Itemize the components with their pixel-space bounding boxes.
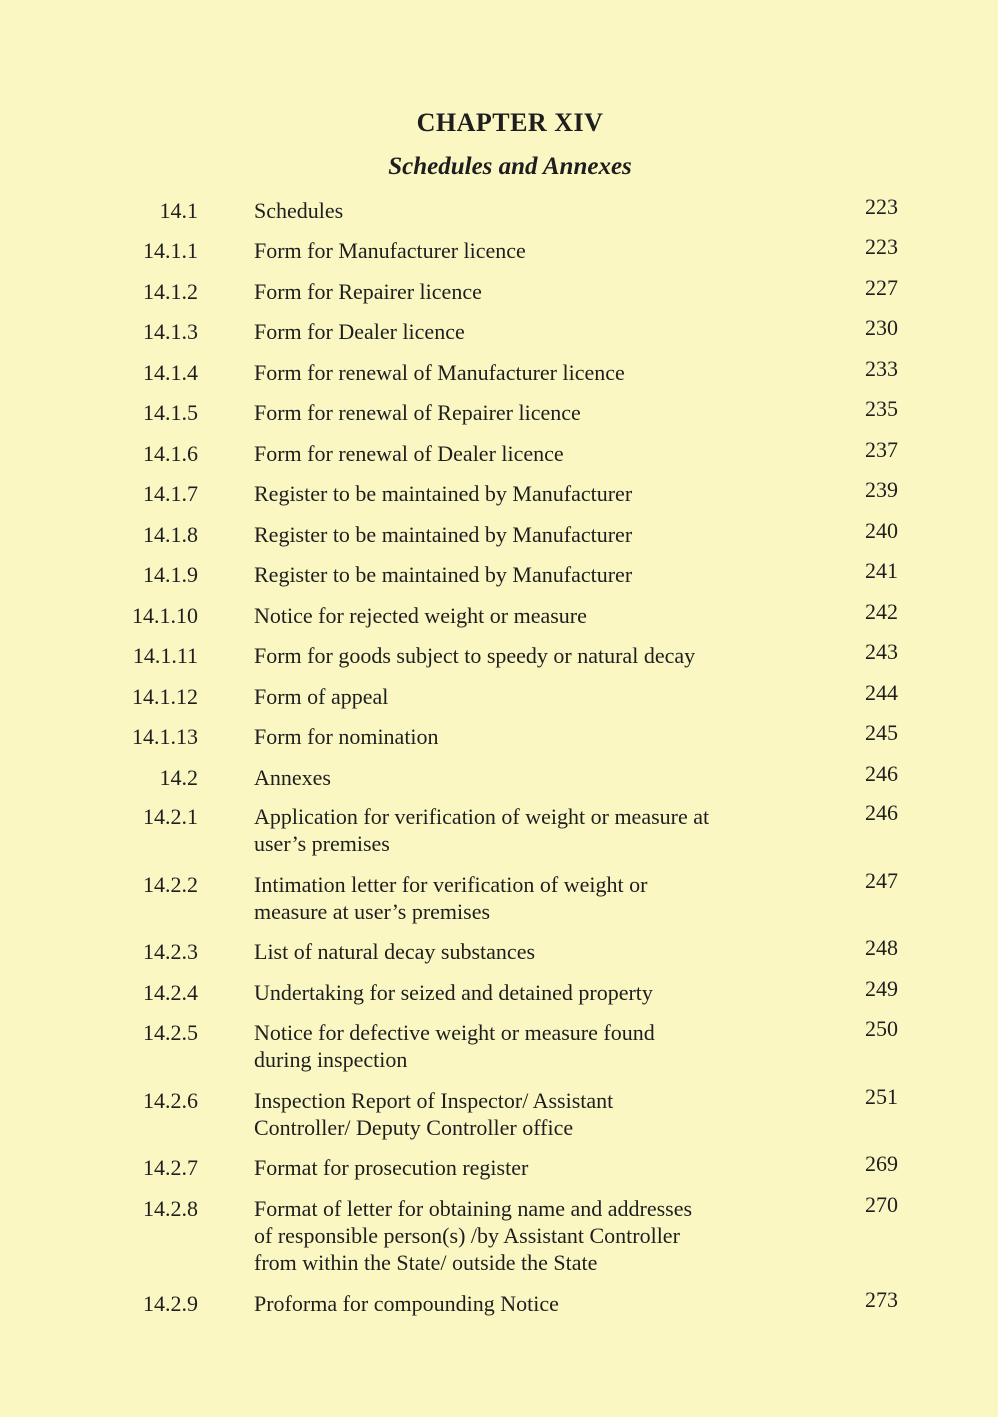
toc-entry-page: 269 bbox=[865, 1151, 898, 1176]
toc-entry-number: 14.2.3 bbox=[143, 939, 198, 964]
toc-entry-title bbox=[254, 521, 814, 548]
toc-entry-title-line: user’s premises bbox=[254, 831, 390, 856]
toc-entry-title-line: of responsible person(s) /by Assistant Controller bbox=[254, 1223, 680, 1248]
toc-entry-title bbox=[254, 642, 814, 669]
toc-entry-title bbox=[254, 359, 814, 386]
toc-entry-page: 223 bbox=[865, 234, 898, 259]
toc-entry-number: 14.2.7 bbox=[143, 1155, 198, 1180]
toc-entry-number: 14.2.1 bbox=[143, 804, 198, 829]
toc-entry-page: 233 bbox=[865, 356, 898, 381]
toc-entry-page: 240 bbox=[865, 518, 898, 543]
toc-entry-title-line: Application for verification of weight or measure at bbox=[254, 804, 710, 829]
toc-entry-number: 14.1.5 bbox=[143, 400, 198, 425]
toc-entry-title-line: Form for goods subject to speedy or natural decay bbox=[254, 643, 696, 668]
toc-entry-title-line: Register to be maintained by Manufacturer bbox=[254, 522, 633, 547]
toc-entry-page: 247 bbox=[865, 868, 898, 893]
toc-entry-title-line: measure at user’s premises bbox=[254, 899, 491, 924]
toc-entry-number: 14.1.1 bbox=[143, 238, 198, 263]
toc-entry-page: 223 bbox=[865, 194, 898, 219]
toc-entry-page: 243 bbox=[865, 639, 898, 664]
toc-entry-number: 14.2.5 bbox=[143, 1020, 198, 1045]
toc-entry-title-line: Register to be maintained by Manufacturer bbox=[254, 481, 633, 506]
toc-entry-title bbox=[254, 197, 814, 224]
toc-entry-title bbox=[254, 803, 814, 857]
toc-entry-number: 14.1.6 bbox=[143, 441, 198, 466]
toc-entry-number: 14.1.7 bbox=[143, 481, 198, 506]
toc-entry-title bbox=[254, 1195, 814, 1276]
toc-entry-title bbox=[254, 1290, 814, 1317]
toc-entry-page: 246 bbox=[865, 800, 898, 825]
toc-entry-title-line: Form for Dealer licence bbox=[254, 319, 465, 344]
toc-entry-number: 14.1.13 bbox=[132, 724, 198, 749]
toc-entry-page: 249 bbox=[865, 976, 898, 1001]
toc-entry-title-line: Form for renewal of Manufacturer licence bbox=[254, 360, 625, 385]
toc-entry-page: 251 bbox=[865, 1084, 898, 1109]
toc-entry-page: 246 bbox=[865, 761, 898, 786]
toc-entry-title bbox=[254, 278, 814, 305]
toc-entry-title-line: Form for nomination bbox=[254, 724, 439, 749]
toc-entry-title bbox=[254, 602, 814, 629]
toc-entry-title-line: Form of appeal bbox=[254, 684, 389, 709]
toc-entry-title bbox=[254, 871, 814, 925]
toc-entry-number: 14.2.8 bbox=[143, 1196, 198, 1221]
toc-entry-number: 14.1.10 bbox=[132, 603, 198, 628]
toc-entry-title bbox=[254, 399, 814, 426]
toc-entry-title bbox=[254, 440, 814, 467]
toc-entry-page: 242 bbox=[865, 599, 898, 624]
toc-entry-title-line: Form for renewal of Repairer licence bbox=[254, 400, 581, 425]
toc-entry-title bbox=[254, 938, 814, 965]
toc-entry-page: 270 bbox=[865, 1192, 898, 1217]
toc-entry-title bbox=[254, 1019, 814, 1073]
toc-entry-title-line: Notice for rejected weight or measure bbox=[254, 603, 587, 628]
toc-entry-title-line: Form for Manufacturer licence bbox=[254, 238, 526, 263]
toc-entry-title-line: during inspection bbox=[254, 1047, 408, 1072]
toc-entry-page: 227 bbox=[865, 275, 898, 300]
toc-entry-number: 14.1.3 bbox=[143, 319, 198, 344]
toc-entry-title-line: Format of letter for obtaining name and addresses bbox=[254, 1196, 693, 1221]
toc-entry-title bbox=[254, 480, 814, 507]
toc-entry-title bbox=[254, 764, 814, 791]
toc-entry-title-line: Register to be maintained by Manufacturer bbox=[254, 562, 633, 587]
toc-entry-title bbox=[254, 237, 814, 264]
toc-entry-title-line: Intimation letter for verification of weight or bbox=[254, 872, 648, 897]
toc-entry-title-line: List of natural decay substances bbox=[254, 939, 536, 964]
toc-entry-number: 14.1.11 bbox=[132, 643, 198, 668]
toc-entry-title bbox=[254, 318, 814, 345]
toc-entry-page: 239 bbox=[865, 477, 898, 502]
toc-entry-page: 235 bbox=[865, 396, 898, 421]
chapter-subtitle: Schedules and Annexes bbox=[388, 153, 632, 180]
toc-entry-page: 230 bbox=[865, 315, 898, 340]
toc-entry-number: 14.2 bbox=[159, 765, 198, 790]
toc-entry-page: 273 bbox=[865, 1287, 898, 1312]
toc-entry-title-line: Undertaking for seized and detained property bbox=[254, 980, 653, 1005]
toc-entry-title-line: Proforma for compounding Notice bbox=[254, 1291, 559, 1316]
toc-entry-title bbox=[254, 979, 814, 1006]
toc-entry-title bbox=[254, 683, 814, 710]
toc-entry-number: 14.1.8 bbox=[143, 522, 198, 547]
chapter-title: CHAPTER XIV bbox=[416, 108, 604, 137]
toc-entry-title-line: Format for prosecution register bbox=[254, 1155, 529, 1180]
toc-entry-number: 14.2.4 bbox=[143, 980, 198, 1005]
toc-entry-title-line: Form for Repairer licence bbox=[254, 279, 482, 304]
toc-entry-page: 250 bbox=[865, 1016, 898, 1041]
toc-entry-number: 14.1 bbox=[159, 198, 198, 223]
toc-entry-number: 14.1.2 bbox=[143, 279, 198, 304]
toc-entry-number: 14.2.6 bbox=[143, 1088, 198, 1113]
toc-entry-title-line: Inspection Report of Inspector/ Assistant bbox=[254, 1088, 614, 1113]
toc-entry-title-line: Schedules bbox=[254, 198, 344, 223]
toc-entry-number: 14.1.12 bbox=[132, 684, 198, 709]
toc-entry-page: 248 bbox=[865, 935, 898, 960]
toc-entry-title-line: Notice for defective weight or measure found bbox=[254, 1020, 655, 1045]
toc-entry-title-line: from within the State/ outside the State bbox=[254, 1250, 598, 1275]
toc-entry-title-line: Annexes bbox=[254, 765, 331, 790]
toc-entry-page: 237 bbox=[865, 437, 898, 462]
toc-entry-page: 241 bbox=[865, 558, 898, 583]
toc-entry-number: 14.2.9 bbox=[143, 1291, 198, 1316]
toc-entry-title bbox=[254, 561, 814, 588]
toc-entry-number: 14.1.9 bbox=[143, 562, 198, 587]
toc-entry-title bbox=[254, 1154, 814, 1181]
toc-entry-title bbox=[254, 1087, 814, 1141]
toc-entry-title-line: Controller/ Deputy Controller office bbox=[254, 1115, 574, 1140]
toc-entry-page: 245 bbox=[865, 720, 898, 745]
toc-entry-title bbox=[254, 723, 814, 750]
toc-entry-page: 244 bbox=[865, 680, 898, 705]
toc-entry-number: 14.2.2 bbox=[143, 872, 198, 897]
toc-entry-title-line: Form for renewal of Dealer licence bbox=[254, 441, 564, 466]
toc-entry-number: 14.1.4 bbox=[143, 360, 198, 385]
